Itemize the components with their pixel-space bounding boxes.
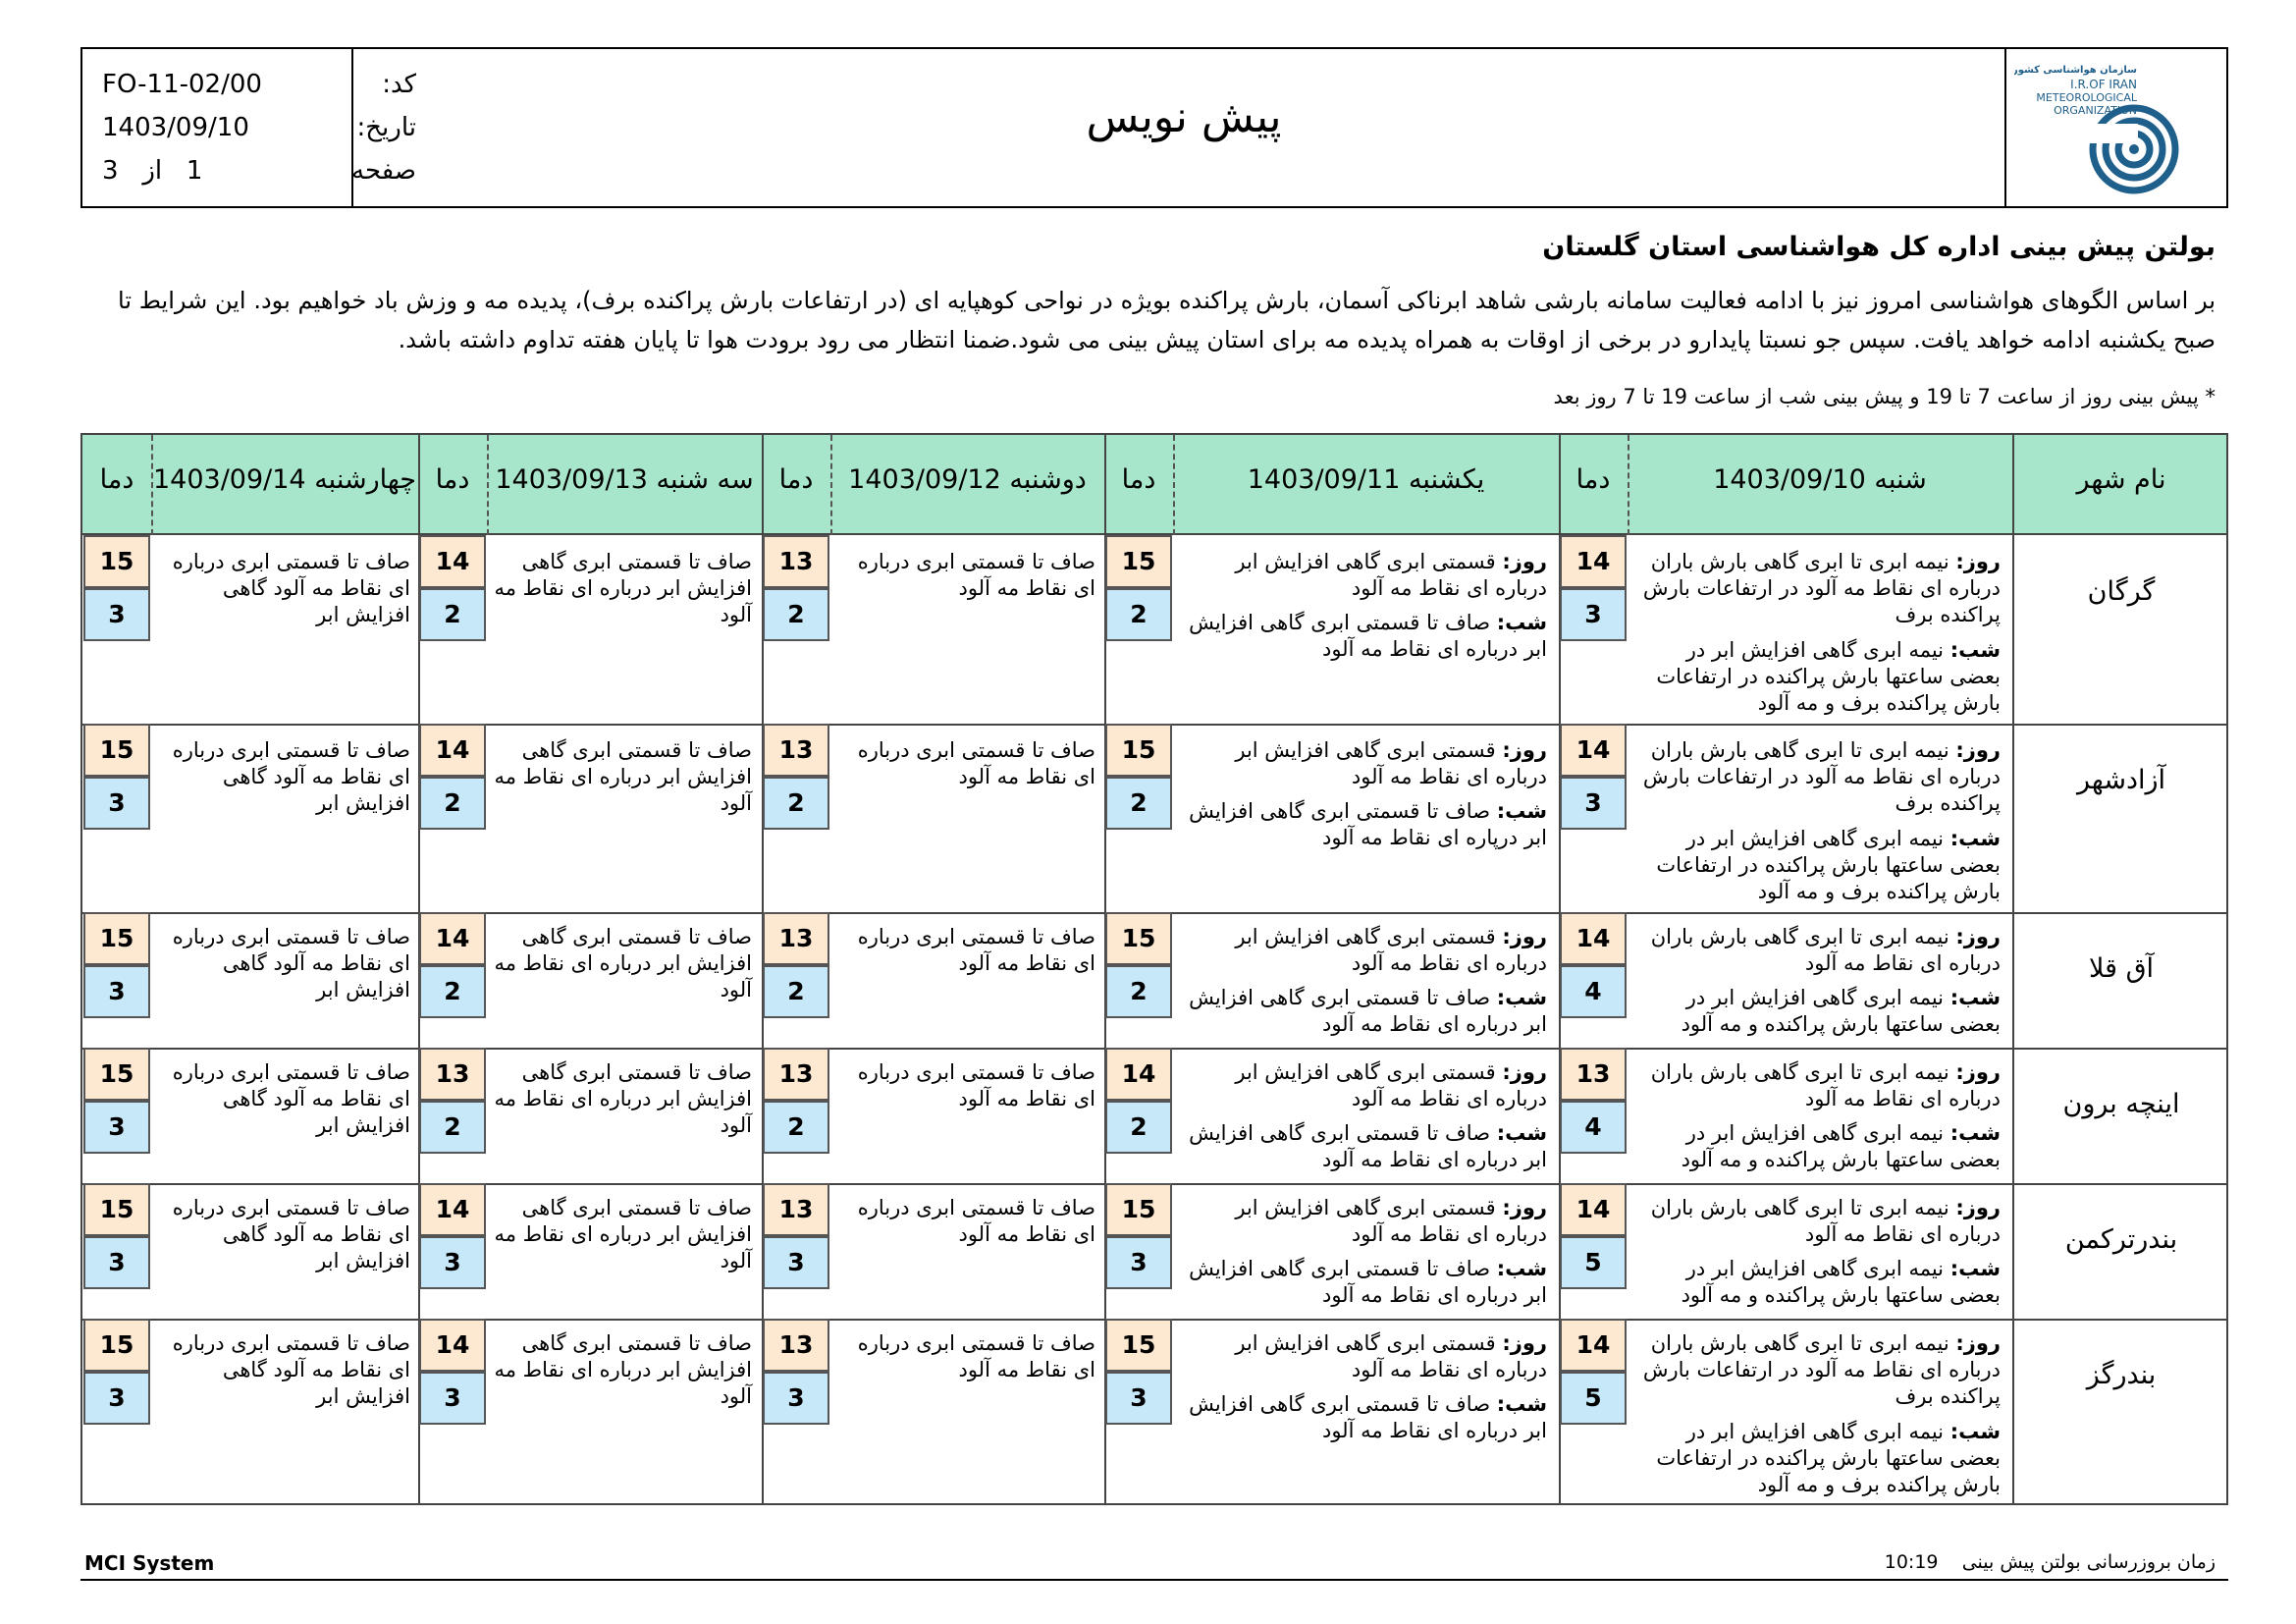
forecast-text: صاف تا قسمتی ابری درباره ای نقاط مه آلود گاهی افزایش ابر: [172, 925, 410, 1001]
day-forecast: نیمه ابری تا ابری گاهی بارش باران درباره ای نقاط مه آلود در ارتفاعات بارش پراکنده برف: [1642, 738, 2001, 815]
max-temp: 13: [419, 1048, 486, 1101]
max-temp: 15: [83, 724, 150, 777]
night-forecast: نیمه ابری گاهی افزایش ابر در بعضی ساعتها بارش پراکنده و مه آلود: [1681, 1257, 2001, 1307]
night-forecast: صاف تا قسمتی ابری گاهی افزایش ابر درپاره ای نقاط مه آلود: [1189, 799, 1547, 849]
page-number: [102, 149, 202, 192]
forecast-text: صاف تا قسمتی ابری درباره ای نقاط مه آلود گاهی افزایش ابر: [172, 1060, 410, 1137]
forecast-summary: بر اساس الگوهای هواشناسی امروز نیز با ادامه فعالیت سامانه بارشی شاهد ابرناکی آسمان، بارش پراکنده بویژه در نواحی کوهپایه ای (در ارتفاعات بارش پراکنده برف)، پدیده مه و وزش باد خواهیم بود. این شرایط تا صبح یکشنبه ادامه خواهد یافت. سپس جو نسبتا پایدارو در برخی از اوقات به همراه پدیده مه برای استان پیش بینی می شود.ضمنا انتظار می رود برودت هوا تا پایان هفته تداوم داشته باشد.: [118, 287, 2216, 353]
min-temp: 2: [419, 1101, 486, 1154]
max-temp: 15: [1105, 1319, 1172, 1372]
max-temp: 14: [419, 1183, 486, 1236]
city-name: بندرترکمن: [2064, 1224, 2178, 1255]
night-label: شب:: [1949, 1121, 2001, 1145]
forecast-text: صاف تا قسمتی ابری گاهی افزایش ابر درباره ای نقاط مه آلود: [494, 550, 752, 626]
day-column-header: دوشنبه 1403/09/12: [848, 464, 1087, 495]
day-column-header: شنبه 1403/09/10: [1713, 464, 1927, 495]
max-temp: 13: [763, 1183, 829, 1236]
forecast-day-text: [1178, 1059, 1547, 1112]
day-label: روز:: [1502, 738, 1547, 762]
temp-column-header: دما: [778, 464, 814, 495]
page-num: 1: [186, 156, 203, 186]
night-forecast: نیمه ابری گاهی افزایش ابر در بعضی ساعتها بارش پراکنده و مه آلود: [1681, 1121, 2001, 1171]
forecast-text: صاف تا قسمتی ابری درباره ای نقاط مه آلود: [857, 1060, 1095, 1110]
night-label: شب:: [1496, 1257, 1547, 1280]
min-temp: 3: [1105, 1372, 1172, 1425]
forecast-period-note: * پیش بینی روز از ساعت 7 تا 19 و پیش بینی شب از ساعت 19 تا 7 روز بعد: [1553, 385, 2216, 408]
min-temp: 3: [419, 1372, 486, 1425]
code-label: کد:: [382, 70, 416, 99]
update-time: 10:19: [1884, 1551, 1939, 1573]
city-name: آق قلا: [2088, 953, 2155, 984]
day-forecast: قسمتی ابری گاهی افزایش ابر درباره ای نقاط مه آلود: [1235, 1331, 1547, 1381]
forecast-text: صاف تا قسمتی ابری گاهی افزایش ابر درباره ای نقاط مه آلود: [494, 738, 752, 815]
min-temp: 2: [1105, 588, 1172, 641]
day-label: روز:: [1502, 1196, 1547, 1219]
day-column-header: چهارشنبه 1403/09/14: [152, 464, 416, 495]
max-temp: 13: [763, 535, 829, 588]
max-temp: 15: [1105, 1183, 1172, 1236]
max-temp: 15: [83, 912, 150, 965]
min-temp: 3: [1105, 1236, 1172, 1289]
forecast-text: صاف تا قسمتی ابری درباره ای نقاط مه آلود: [857, 738, 1095, 788]
night-label: شب:: [1496, 1121, 1547, 1145]
footer-divider: [80, 1579, 2228, 1581]
day-label: روز:: [1502, 1331, 1547, 1355]
forecast-night-text: [1178, 1391, 1547, 1444]
forecast-day-text: [1178, 1330, 1547, 1383]
temp-column-header: دما: [435, 464, 470, 495]
max-temp: 14: [419, 1319, 486, 1372]
max-temp: 13: [763, 1048, 829, 1101]
svg-text:ORGANIZATION: ORGANIZATION: [2054, 104, 2137, 117]
forecast-day-text: [1178, 924, 1547, 977]
max-temp: 13: [763, 912, 829, 965]
night-forecast: صاف تا قسمتی ابری گاهی افزایش ابر درباره ای نقاط مه آلود: [1189, 611, 1547, 661]
forecast-text: صاف تا قسمتی ابری درباره ای نقاط مه آلود: [857, 550, 1095, 600]
night-forecast: نیمه ابری گاهی افزایش ابر در بعضی ساعتها بارش پراکنده در ارتفاعات بارش پراکنده برف و مه آلود: [1656, 638, 2001, 715]
forecast-night-text: [1631, 1120, 2001, 1173]
document-header: [80, 47, 2228, 208]
forecast-text: صاف تا قسمتی ابری گاهی افزایش ابر درباره ای نقاط مه آلود: [494, 925, 752, 1001]
forecast-night-text: [1631, 985, 2001, 1038]
svg-text:I.R.OF IRAN: I.R.OF IRAN: [2070, 78, 2137, 91]
min-temp: 2: [1105, 965, 1172, 1018]
day-label: روز:: [1955, 925, 2001, 948]
day-label: روز:: [1502, 550, 1547, 573]
max-temp: 14: [1560, 535, 1627, 588]
max-temp: 13: [1560, 1048, 1627, 1101]
night-label: شب:: [1949, 1420, 2001, 1443]
forecast-table: [80, 433, 2228, 1505]
forecast-day-text: [1631, 737, 2001, 817]
min-temp: 5: [1560, 1372, 1627, 1425]
temp-column-header: دما: [1121, 464, 1156, 495]
min-temp: 3: [1560, 588, 1627, 641]
night-forecast: صاف تا قسمتی ابری گاهی افزایش ابر درباره ای نقاط مه آلود: [1189, 986, 1547, 1036]
night-label: شب:: [1949, 827, 2001, 850]
forecast-day-text: [1631, 1059, 2001, 1112]
max-temp: 14: [1560, 1319, 1627, 1372]
page-title: پیش نویس: [1086, 92, 1282, 142]
city-name: اینچه برون: [2062, 1089, 2180, 1119]
forecast-text: صاف تا قسمتی ابری درباره ای نقاط مه آلود گاهی افزایش ابر: [172, 1196, 410, 1272]
forecast-text: صاف تا قسمتی ابری درباره ای نقاط مه آلود گاهی افزایش ابر: [172, 1331, 410, 1408]
night-label: شب:: [1496, 799, 1547, 823]
night-label: شب:: [1949, 986, 2001, 1009]
day-column-header: یکشنبه 1403/09/11: [1247, 464, 1485, 495]
min-temp: 2: [1105, 1101, 1172, 1154]
min-temp: 3: [83, 1372, 150, 1425]
day-label: روز:: [1502, 925, 1547, 948]
forecast-day-text: [1178, 1195, 1547, 1248]
max-temp: 13: [763, 1319, 829, 1372]
max-temp: 15: [83, 1048, 150, 1101]
page-row: [102, 149, 416, 192]
forecast-night-text: [1178, 798, 1547, 851]
forecast-day-text: [1631, 549, 2001, 628]
min-temp: 4: [1560, 1101, 1627, 1154]
min-temp: 3: [83, 588, 150, 641]
max-temp: 15: [83, 535, 150, 588]
forecast-night-text: [1631, 1419, 2001, 1498]
night-forecast: نیمه ابری گاهی افزایش ابر در بعضی ساعتها بارش پراکنده و مه آلود: [1681, 986, 2001, 1036]
forecast-night-text: [1178, 1256, 1547, 1309]
page-total: 3: [102, 156, 119, 186]
max-temp: 15: [83, 1319, 150, 1372]
bulletin-title: بولتن پیش بینی اداره کل هواشناسی استان گلستان: [1542, 232, 2216, 262]
day-forecast: نیمه ابری تا ابری گاهی بارش باران درباره ای نقاط مه آلود: [1650, 1196, 2001, 1246]
forecast-text: صاف تا قسمتی ابری درباره ای نقاط مه آلود گاهی افزایش ابر: [172, 738, 410, 815]
day-label: روز:: [1955, 1060, 2001, 1084]
min-temp: 2: [419, 777, 486, 830]
min-temp: 3: [83, 1236, 150, 1289]
temp-column-header: دما: [99, 464, 134, 495]
forecast-night-text: [1631, 1256, 2001, 1309]
forecast-text: صاف تا قسمتی ابری گاهی افزایش ابر درباره ای نقاط مه آلود: [494, 1196, 752, 1272]
min-temp: 3: [419, 1236, 486, 1289]
min-temp: 2: [419, 965, 486, 1018]
forecast-text: صاف تا قسمتی ابری درباره ای نقاط مه آلود: [857, 1331, 1095, 1381]
date-label: تاریخ:: [356, 113, 416, 142]
min-temp: 3: [83, 965, 150, 1018]
day-column-header: سه شنبه 1403/09/13: [495, 464, 754, 495]
day-forecast: نیمه ابری تا ابری گاهی بارش باران درباره ای نقاط مه آلود در ارتفاعات بارش پراکنده برف: [1642, 1331, 2001, 1408]
day-label: روز:: [1955, 738, 2001, 762]
city-name: گرگان: [2087, 576, 2156, 607]
max-temp: 14: [1560, 724, 1627, 777]
night-forecast: نیمه ابری گاهی افزایش ابر در بعضی ساعتها بارش پراکنده در ارتفاعات بارش پراکنده برف و مه آلود: [1656, 827, 2001, 903]
forecast-text: صاف تا قسمتی ابری درباره ای نقاط مه آلود: [857, 1196, 1095, 1246]
update-label: زمان بروزرسانی بولتن پیش بینی: [1961, 1551, 2216, 1573]
min-temp: 5: [1560, 1236, 1627, 1289]
forecast-night-text: [1178, 610, 1547, 663]
forecast-day-text: [1178, 549, 1547, 602]
day-label: روز:: [1955, 1196, 2001, 1219]
max-temp: 14: [419, 724, 486, 777]
forecast-text: صاف تا قسمتی ابری گاهی افزایش ابر درباره ای نقاط مه آلود: [494, 1060, 752, 1137]
forecast-night-text: [1631, 637, 2001, 717]
night-forecast: صاف تا قسمتی ابری گاهی افزایش ابر درباره ای نقاط مه آلود: [1189, 1392, 1547, 1442]
max-temp: 15: [1105, 535, 1172, 588]
night-forecast: صاف تا قسمتی ابری گاهی افزایش ابر درباره ای نقاط مه آلود: [1189, 1121, 1547, 1171]
min-temp: 3: [763, 1372, 829, 1425]
day-forecast: نیمه ابری تا ابری گاهی بارش باران درباره ای نقاط مه آلود: [1650, 1060, 2001, 1110]
min-temp: 2: [763, 1101, 829, 1154]
forecast-night-text: [1631, 826, 2001, 905]
forecast-day-text: [1631, 924, 2001, 977]
night-forecast: نیمه ابری گاهی افزایش ابر در بعضی ساعتها بارش پراکنده در ارتفاعات بارش پراکنده برف و مه آلود: [1656, 1420, 2001, 1496]
min-temp: 2: [763, 588, 829, 641]
forecast-night-text: [1178, 985, 1547, 1038]
night-label: شب:: [1949, 638, 2001, 662]
max-temp: 14: [419, 535, 486, 588]
max-temp: 15: [83, 1183, 150, 1236]
max-temp: 14: [419, 912, 486, 965]
update-time-note: [1885, 1551, 2216, 1573]
max-temp: 14: [1560, 1183, 1627, 1236]
min-temp: 3: [83, 777, 150, 830]
city-column-header: نام شهر: [2076, 464, 2166, 495]
day-forecast: نیمه ابری تا ابری گاهی بارش باران درباره ای نقاط مه آلود در ارتفاعات بارش پراکنده برف: [1642, 550, 2001, 626]
night-label: شب:: [1496, 1392, 1547, 1416]
system-name: MCI System: [84, 1551, 215, 1575]
forecast-text: صاف تا قسمتی ابری درباره ای نقاط مه آلود: [857, 925, 1095, 975]
min-temp: 4: [1560, 965, 1627, 1018]
svg-text:METEOROLOGICAL: METEOROLOGICAL: [2036, 91, 2137, 104]
max-temp: 14: [1105, 1048, 1172, 1101]
date-value: 1403/09/10: [102, 113, 249, 142]
day-forecast: قسمتی ابری گاهی افزایش ابر درباره ای نقاط مه آلود: [1235, 925, 1547, 975]
city-name: بندرگز: [2086, 1360, 2157, 1390]
meteorological-organization-logo: [2014, 59, 2201, 196]
day-forecast: قسمتی ابری گاهی افزایش ابر درباره ای نقاط مه آلود: [1235, 738, 1547, 788]
day-label: روز:: [1502, 1060, 1547, 1084]
max-temp: 14: [1560, 912, 1627, 965]
max-temp: 13: [763, 724, 829, 777]
night-label: شب:: [1496, 986, 1547, 1009]
min-temp: 2: [419, 588, 486, 641]
min-temp: 2: [763, 965, 829, 1018]
day-forecast: قسمتی ابری گاهی افزایش ابر درباره ای نقاط مه آلود: [1235, 1196, 1547, 1246]
forecast-night-text: [1178, 1120, 1547, 1173]
forecast-day-text: [1178, 737, 1547, 790]
min-temp: 2: [1105, 777, 1172, 830]
min-temp: 2: [763, 777, 829, 830]
forecast-text: صاف تا قسمتی ابری درباره ای نقاط مه آلود گاهی افزایش ابر: [172, 550, 410, 626]
day-label: روز:: [1955, 550, 2001, 573]
min-temp: 3: [83, 1101, 150, 1154]
code-value: FO-11-02/00: [102, 70, 262, 99]
temp-column-header: دما: [1575, 464, 1611, 495]
day-forecast: قسمتی ابری گاهی افزایش ابر درباره ای نقاط مه آلود: [1235, 1060, 1547, 1110]
forecast-day-text: [1631, 1195, 2001, 1248]
svg-text:سازمان هواشناسی کشور: سازمان هواشناسی کشور: [2014, 65, 2137, 76]
page-of: از: [142, 156, 163, 186]
night-label: شب:: [1496, 611, 1547, 634]
day-forecast: نیمه ابری تا ابری گاهی بارش باران درباره ای نقاط مه آلود: [1650, 925, 2001, 975]
city-name: آزادشهر: [2076, 765, 2166, 795]
day-label: روز:: [1955, 1331, 2001, 1355]
night-label: شب:: [1949, 1257, 2001, 1280]
forecast-day-text: [1631, 1330, 2001, 1410]
min-temp: 3: [763, 1236, 829, 1289]
night-forecast: صاف تا قسمتی ابری گاهی افزایش ابر درباره ای نقاط مه آلود: [1189, 1257, 1547, 1307]
page-label: صفحه: [351, 156, 416, 186]
day-forecast: قسمتی ابری گاهی افزایش ابر درباره ای نقاط مه آلود: [1235, 550, 1547, 600]
max-temp: 15: [1105, 724, 1172, 777]
max-temp: 15: [1105, 912, 1172, 965]
forecast-text: صاف تا قسمتی ابری گاهی افزایش ابر درباره ای نقاط مه آلود: [494, 1331, 752, 1408]
min-temp: 3: [1560, 777, 1627, 830]
